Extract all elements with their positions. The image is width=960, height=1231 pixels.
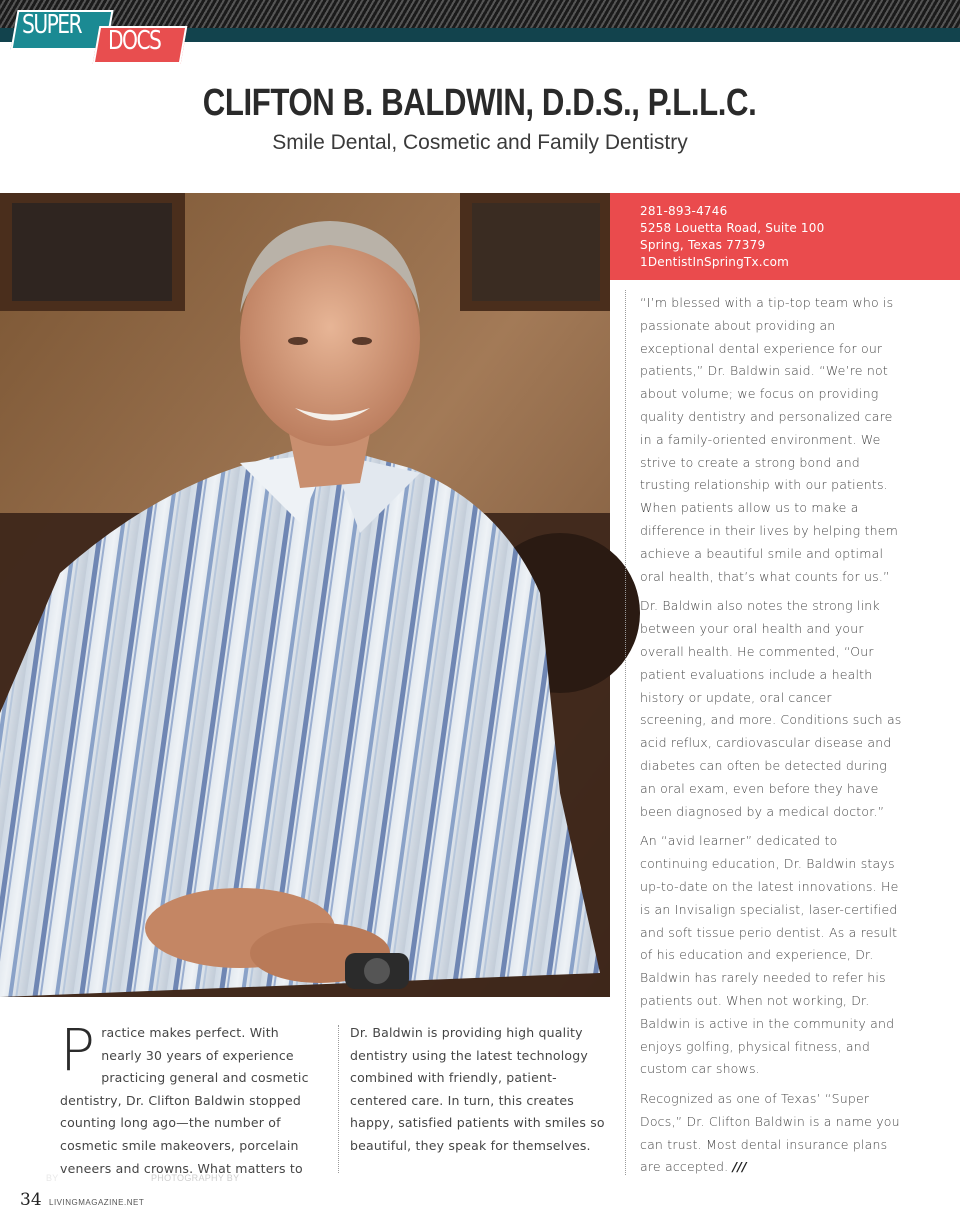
end-mark: /// xyxy=(732,1159,747,1175)
contact-website: 1DentistInSpringTx.com xyxy=(640,255,790,269)
super-docs-logo xyxy=(0,0,200,70)
column-divider-right xyxy=(625,290,626,1175)
body-column-1 xyxy=(60,1016,315,1180)
contact-address-line2: Spring, Texas 77379 xyxy=(640,238,766,252)
footer-site: LIVINGMAGAZINE.NET xyxy=(49,1198,145,1207)
contact-phone: 281-893-4746 xyxy=(640,204,728,218)
article-title xyxy=(0,82,960,125)
article-title-text: CLIFTON B. BALDWIN, D.D.S., P.L.L.C. xyxy=(203,82,757,124)
paragraph: Dr. Baldwin is providing high quality dentistry using the latest technology combined with friendly, patient-centered care. In turn, this creates happy, satisfied patients with smiles so beautiful, they speak for themselves. xyxy=(350,1025,605,1153)
paragraph: ractice makes perfect. With nearly 30 years of experience practicing general and cosmetic dentistry, Dr. Clifton Baldwin stopped counting long ago—the number of cosmetic smile makeovers, porcelain veneers and crowns. What matters to xyxy=(60,1025,309,1176)
portrait-illustration xyxy=(0,193,610,997)
paragraph xyxy=(640,1088,902,1179)
paragraph: “I’m blessed with a tip-top team who is passionate about providing an exceptional dental experience for our patients,” Dr. Baldwin said. “We’re not about volume; we focus on providing quality dentistry and personalized care in a family-oriented environment. We strive to create a strong bond and trusting relationship with our patients. When patients allow us to make a difference in their lives by helping them achieve a beautiful smile and optimal oral health, that’s what counts for us.” xyxy=(640,295,898,584)
body-column-2 xyxy=(350,1022,605,1158)
photo-credit-prefix: PHOTOGRAPHY BY xyxy=(151,1173,240,1183)
drop-cap: P xyxy=(60,1016,96,1084)
photo-credit-name: AMANDA WHITE xyxy=(242,1173,317,1183)
right-column-text xyxy=(640,292,902,1186)
logo-docs-text: DOCS xyxy=(108,26,161,56)
closing-paragraph-text: Recognized as one of Texas’ “Super Docs,” Dr. Clifton Baldwin is a name you can trust. Most dental insurance plans are accepted. xyxy=(640,1091,900,1175)
contact-address-line1: 5258 Louetta Road, Suite 100 xyxy=(640,221,825,235)
logo-super-text: SUPER xyxy=(22,10,82,40)
article-subtitle: Smile Dental, Cosmetic and Family Dentistry xyxy=(272,131,688,154)
page-number: 34 xyxy=(20,1190,42,1210)
byline-author: ANNA CHARLES xyxy=(61,1173,137,1183)
contact-info-box xyxy=(610,193,960,280)
column-divider-bottom xyxy=(338,1025,339,1173)
byline-prefix: BY xyxy=(46,1173,59,1183)
paragraph: Dr. Baldwin also notes the strong link between your oral health and your overall health. He commented, “Our patient evaluations include a health history or update, oral cancer screening, and more. Conditions such as acid reflux, cardiovascular disease and diabetes can often be detected during an oral exam, even before they have been diagnosed by a medical doctor.” xyxy=(640,598,902,819)
paragraph: An “avid learner” dedicated to continuing education, Dr. Baldwin stays up-to-date on the latest innovations. He is an Invisalign specialist, laser-certified and soft tissue perio dentist. As a result of his education and experience, Dr. Baldwin has rarely needed to refer his patients out. When not working, Dr. Baldwin is active in the community and enjoys golfing, physical fitness, and custom car shows. xyxy=(640,833,899,1077)
